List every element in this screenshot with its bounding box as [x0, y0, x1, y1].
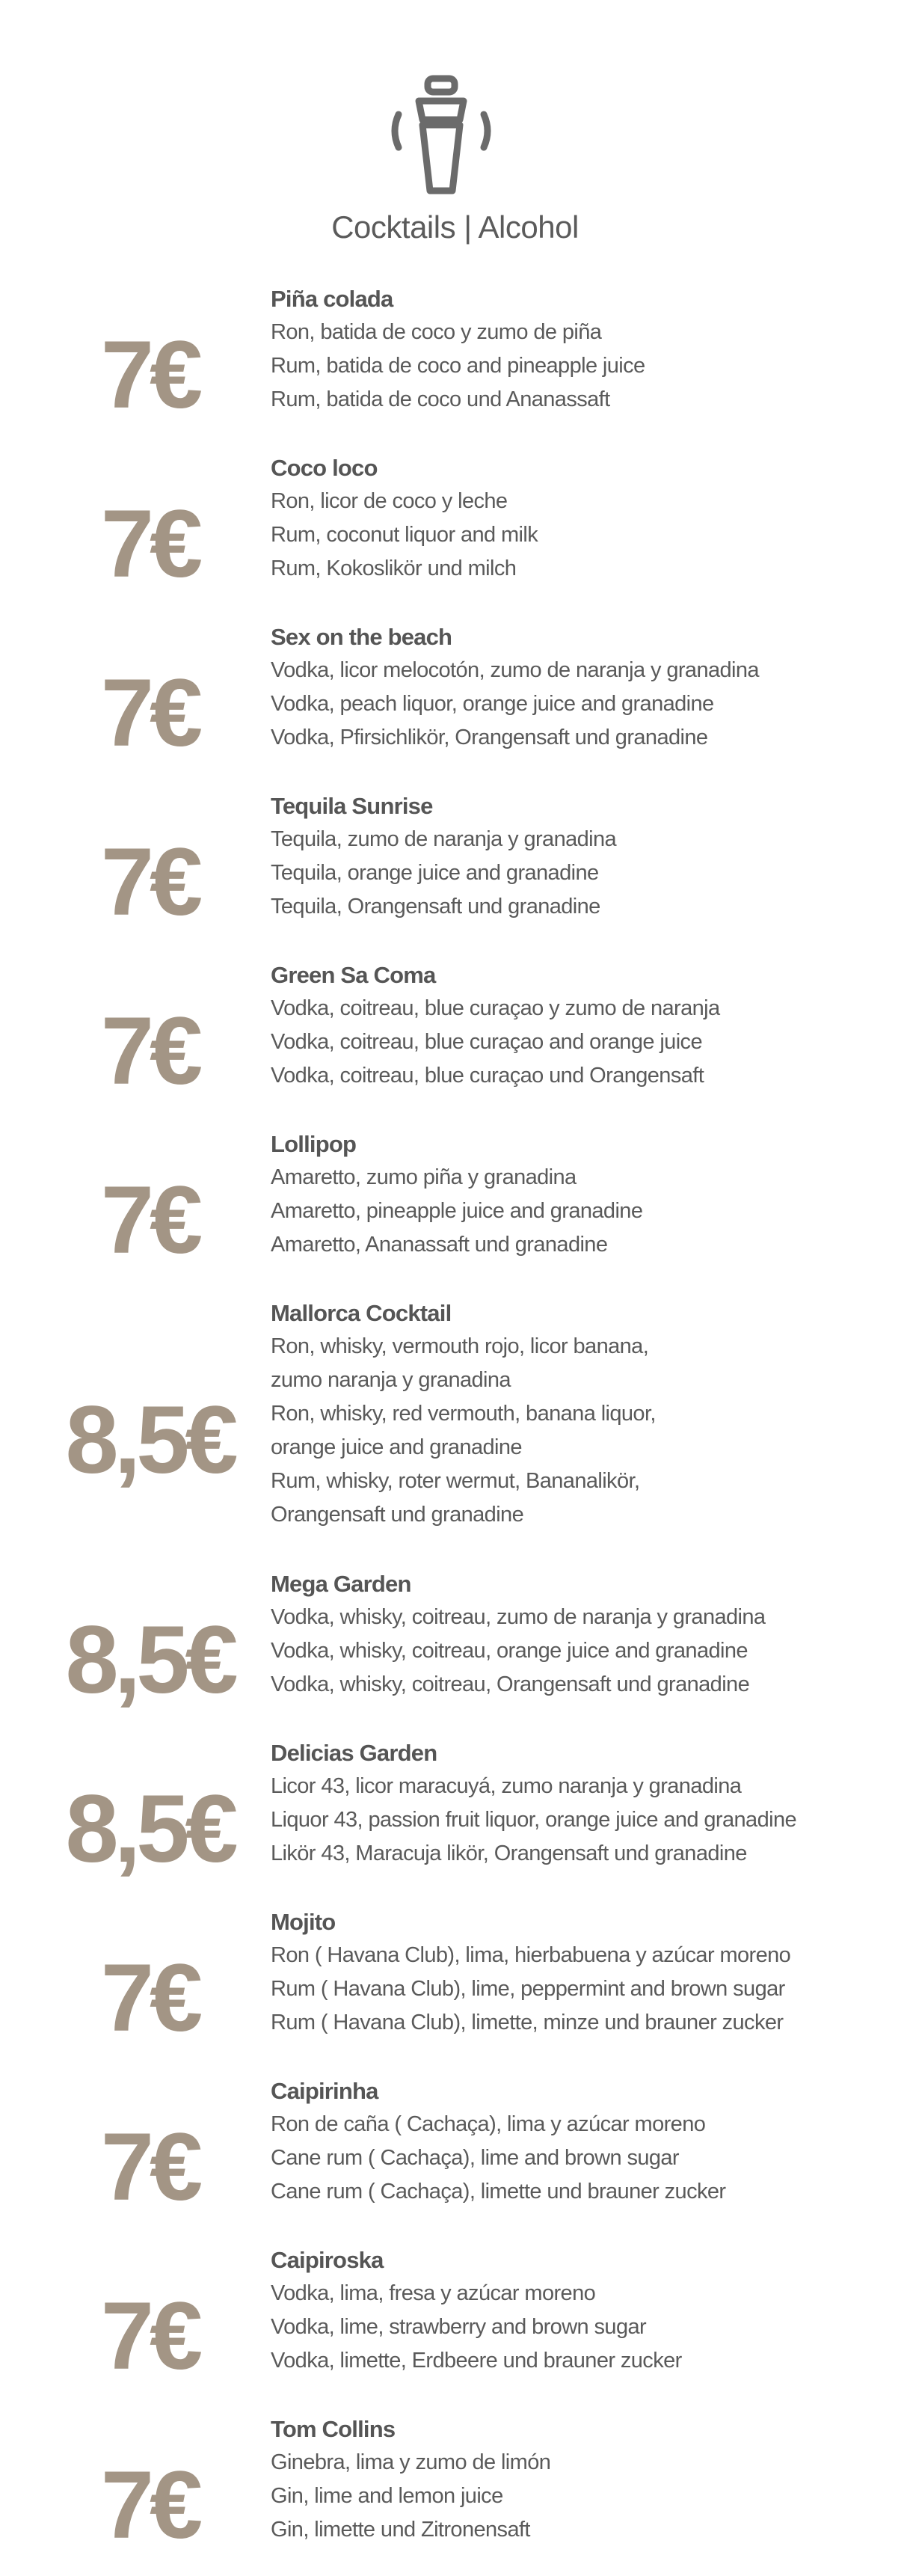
- item-price: 7€: [100, 828, 199, 936]
- item-description-line: zumo naranja y granadina: [271, 1368, 511, 1392]
- item-description-line: Ron, whisky, vermouth rojo, licor banana,: [271, 1334, 649, 1358]
- item-description-line: Vodka, whisky, coitreau, Orangensaft und granadine: [271, 1672, 750, 1696]
- page-title: Cocktails | Alcohol: [331, 209, 579, 245]
- item-details: [271, 1128, 880, 1262]
- item-description-line: Ron, whisky, red vermouth, banana liquor,: [271, 1402, 656, 1426]
- item-price: 7€: [100, 997, 199, 1105]
- item-description-line: Rum, batida de coco und Ananassaft: [271, 387, 610, 411]
- item-price: 7€: [100, 2113, 199, 2221]
- item-description-line: Vodka, whisky, coitreau, orange juice and granadine: [271, 1639, 748, 1663]
- item-details: [271, 452, 880, 586]
- item-description-line: Vodka, lima, fresa y azúcar moreno: [271, 2281, 596, 2305]
- item-description-line: Licor 43, licor maracuyá, zumo naranja y granadina: [271, 1774, 742, 1798]
- item-details: [271, 790, 880, 924]
- item-description-line: Cane rum ( Cachaça), limette und brauner zucker: [271, 2180, 726, 2204]
- menu-item: [0, 2407, 910, 2576]
- item-description-line: Vodka, Pfirsichlikör, Orangensaft und granadine: [271, 726, 708, 749]
- item-name: Delicias Garden: [271, 1740, 437, 1766]
- item-details: [271, 1568, 880, 1702]
- item-description-line: Likör 43, Maracuja likör, Orangensaft und granadine: [271, 1841, 747, 1865]
- menu-item: [0, 277, 910, 446]
- cocktail-list: [0, 277, 910, 2576]
- item-price: 7€: [100, 2282, 199, 2390]
- item-price: 7€: [100, 2451, 199, 2559]
- item-description-line: Gin, limette und Zitronensaft: [271, 2518, 530, 2542]
- item-description-line: Vodka, coitreau, blue curaçao and orange juice: [271, 1030, 702, 1054]
- item-description-line: Vodka, licor melocotón, zumo de naranja y granadina: [271, 658, 759, 682]
- item-description-line: Rum ( Havana Club), limette, minze und brauner zucker: [271, 2011, 784, 2034]
- item-price: 7€: [100, 659, 199, 767]
- item-name: Sex on the beach: [271, 624, 452, 650]
- item-description-line: Ron ( Havana Club), lima, hierbabuena y azúcar moreno: [271, 1943, 791, 1967]
- item-description-line: Rum, coconut liquor and milk: [271, 523, 538, 547]
- item-name: Tequila Sunrise: [271, 793, 433, 819]
- item-description-line: Rum, batida de coco and pineapple juice: [271, 354, 645, 378]
- item-details: [271, 1737, 880, 1871]
- item-description-line: Rum, whisky, roter wermut, Bananalikör,: [271, 1469, 640, 1493]
- item-description-line: Ron, licor de coco y leche: [271, 489, 508, 513]
- item-description-line: Vodka, lime, strawberry and brown sugar: [271, 2315, 647, 2339]
- item-price: 7€: [100, 321, 199, 429]
- item-details: [271, 959, 880, 1093]
- menu-item: [0, 953, 910, 1122]
- item-details: [271, 1297, 880, 1532]
- item-details: [271, 2413, 880, 2547]
- item-name: Piña colada: [271, 286, 393, 312]
- item-price: 7€: [100, 1944, 199, 2052]
- item-description-line: Orangensaft und granadine: [271, 1503, 524, 1527]
- item-description-line: orange juice and granadine: [271, 1435, 522, 1459]
- item-description-line: Gin, lime and lemon juice: [271, 2484, 503, 2508]
- menu-item: [0, 2069, 910, 2238]
- item-description-line: Vodka, whisky, coitreau, zumo de naranja y granadina: [271, 1605, 766, 1629]
- item-name: Mojito: [271, 1909, 336, 1935]
- item-price: 7€: [100, 1166, 199, 1274]
- menu-item: [0, 615, 910, 784]
- item-description-line: Ginebra, lima y zumo de limón: [271, 2450, 551, 2474]
- item-description-line: Liquor 43, passion fruit liquor, orange juice and granadine: [271, 1808, 796, 1832]
- item-description-line: Rum ( Havana Club), lime, peppermint and brown sugar: [271, 1977, 785, 2001]
- item-name: Coco loco: [271, 455, 378, 481]
- menu-item: [0, 1122, 910, 1291]
- item-price: 8,5€: [65, 1386, 234, 1494]
- menu-item: [0, 1291, 910, 1562]
- item-description-line: Vodka, coitreau, blue curaçao und Orangensaft: [271, 1064, 704, 1088]
- item-description-line: Ron, batida de coco y zumo de piña: [271, 320, 602, 344]
- item-description-line: Cane rum ( Cachaça), lime and brown sugar: [271, 2146, 679, 2170]
- item-name: Mega Garden: [271, 1571, 411, 1597]
- item-name: Green Sa Coma: [271, 962, 436, 988]
- item-description-line: Amaretto, pineapple juice and granadine: [271, 1199, 643, 1223]
- item-name: Caipirinha: [271, 2078, 378, 2104]
- item-description-line: Vodka, limette, Erdbeere und brauner zucker: [271, 2349, 682, 2373]
- item-details: [271, 283, 880, 417]
- menu-item: [0, 1562, 910, 1731]
- item-name: Tom Collins: [271, 2416, 396, 2442]
- item-details: [271, 2244, 880, 2378]
- item-description-line: Ron de caña ( Cachaça), lima y azúcar moreno: [271, 2112, 706, 2136]
- item-price: 8,5€: [65, 1775, 234, 1883]
- item-name: Lollipop: [271, 1131, 357, 1157]
- item-description-line: Vodka, peach liquor, orange juice and granadine: [271, 692, 714, 716]
- item-description-line: Amaretto, Ananassaft und granadine: [271, 1233, 608, 1257]
- item-description-line: Amaretto, zumo piña y granadina: [271, 1165, 577, 1189]
- item-details: [271, 1906, 880, 2040]
- menu-item: [0, 1731, 910, 1900]
- item-name: Caipiroska: [271, 2247, 384, 2273]
- item-description-line: Rum, Kokoslikör und milch: [271, 556, 517, 580]
- item-name: Mallorca Cocktail: [271, 1300, 452, 1326]
- item-description-line: Tequila, Orangensaft und granadine: [271, 895, 600, 919]
- menu-item: [0, 2238, 910, 2407]
- item-details: [271, 2075, 880, 2209]
- menu-item: [0, 1900, 910, 2069]
- item-price: 7€: [100, 490, 199, 598]
- cocktail-shaker-icon: [378, 71, 505, 206]
- item-description-line: Tequila, zumo de naranja y granadina: [271, 827, 617, 851]
- item-price: 8,5€: [65, 1606, 234, 1714]
- item-description-line: Vodka, coitreau, blue curaçao y zumo de naranja: [271, 996, 720, 1020]
- menu-item: [0, 446, 910, 615]
- item-details: [271, 621, 880, 755]
- item-description-line: Tequila, orange juice and granadine: [271, 861, 599, 885]
- menu-item: [0, 784, 910, 953]
